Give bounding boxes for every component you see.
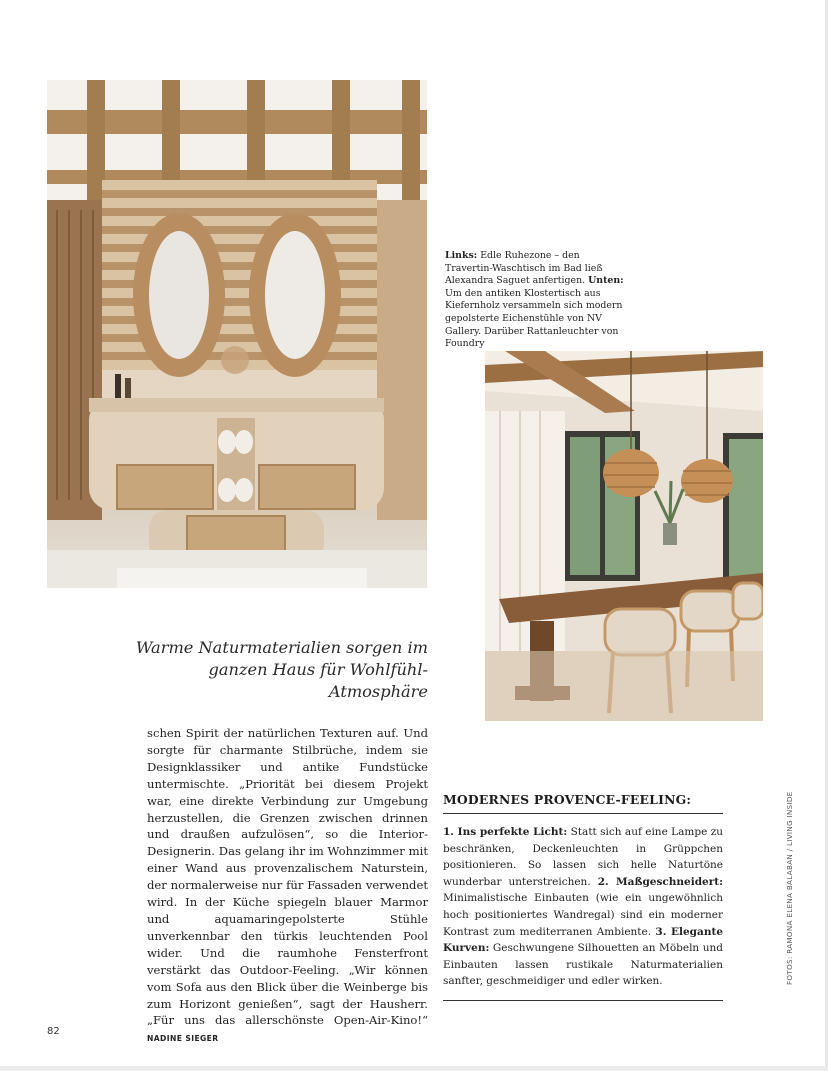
tips-box (443, 792, 723, 1001)
tip-1-label: 1. Ins perfekte Licht: (443, 826, 568, 838)
author-byline: NADINE SIEGER (147, 1034, 219, 1044)
page-bottom-edge (0, 1066, 828, 1071)
photo-credit: FOTOS: RAMONA ELENA BALABAN / LIVING INSIDE (785, 791, 794, 985)
dining-room-photo (485, 351, 763, 721)
bathroom-photo (47, 80, 427, 588)
caption-bottom-label: Unten: (588, 275, 624, 287)
tip-1-text: Statt sich auf eine Lampe zu beschränken, Deckenleuchten in Grüppchen positionieren. So lassen sich helle Naturtöne wunderbar unterstreichen. (443, 826, 723, 888)
caption-bottom-text: Um den antiken Klostertisch aus Kiefernholz versammeln sich modern gepolsterte Eichenstühle von NV Gallery. Darüber Rattanleuchter von Foundry (445, 287, 623, 350)
photo-caption (445, 250, 625, 351)
pull-quote: Warme Naturmaterialien sorgen im ganzen Haus für Wohlfühl-Atmosphäre (135, 638, 428, 701)
article-body (147, 725, 428, 1048)
tip-3-label: 3. Elegante Kurven: (443, 925, 723, 955)
tips-text (443, 824, 723, 1001)
tip-2-text: Minimalistische Einbauten (wie ein ungewöhnlich hoch positioniertes Wandregal) sind ein moderner Kontrast zum mediterranen Ambiente. (443, 892, 723, 938)
caption-left-label: Links: (445, 250, 478, 261)
caption-left-text: Edle Ruhezone – den Travertin-Waschtisch im Bad ließ Alexandra Saguet anfertigen. (445, 250, 603, 287)
page-number: 82 (47, 1026, 60, 1037)
article-body-text: schen Spirit der natürlichen Texturen auf. Und sorgte für charmante Stilbrüche, indem sie Designklassiker und antike Fundstücke untermischte. „Priorität bei diesem Projekt war, eine direkte Verbindung zur Umgebung herzustellen, die Grenzen zwischen drinnen und draußen aufzulösen“, so die Interior-Designerin. Das gelang ihr im Wohnzimmer mit einer Wand aus provenzalischem Naturstein, der normalerweise nur für Fassaden verwendet wird. In der Küche spiegeln blauer Marmor und aquamaringepolsterte Stühle unverkennbar den türkis leuchtenden Pool wider. Und die raumhohe Fensterfront verstärkt das Outdoor-Feeling. „Wir können vom Sofa aus den Blick über die Weinberge bis zum Horizont genießen“, sagt der Hausherr. „Für uns das allerschönste Open-Air-Kino!“ (147, 726, 428, 1028)
tip-3-text: Geschwungene Silhouetten an Möbeln und Einbauten lassen rustikale Naturmaterialien sanfter, geschmeidiger und edler wirken. (443, 942, 723, 988)
tips-heading: MODERNES PROVENCE-FEELING: (443, 792, 723, 814)
tip-2-label: 2. Maßgeschneidert: (597, 875, 723, 888)
